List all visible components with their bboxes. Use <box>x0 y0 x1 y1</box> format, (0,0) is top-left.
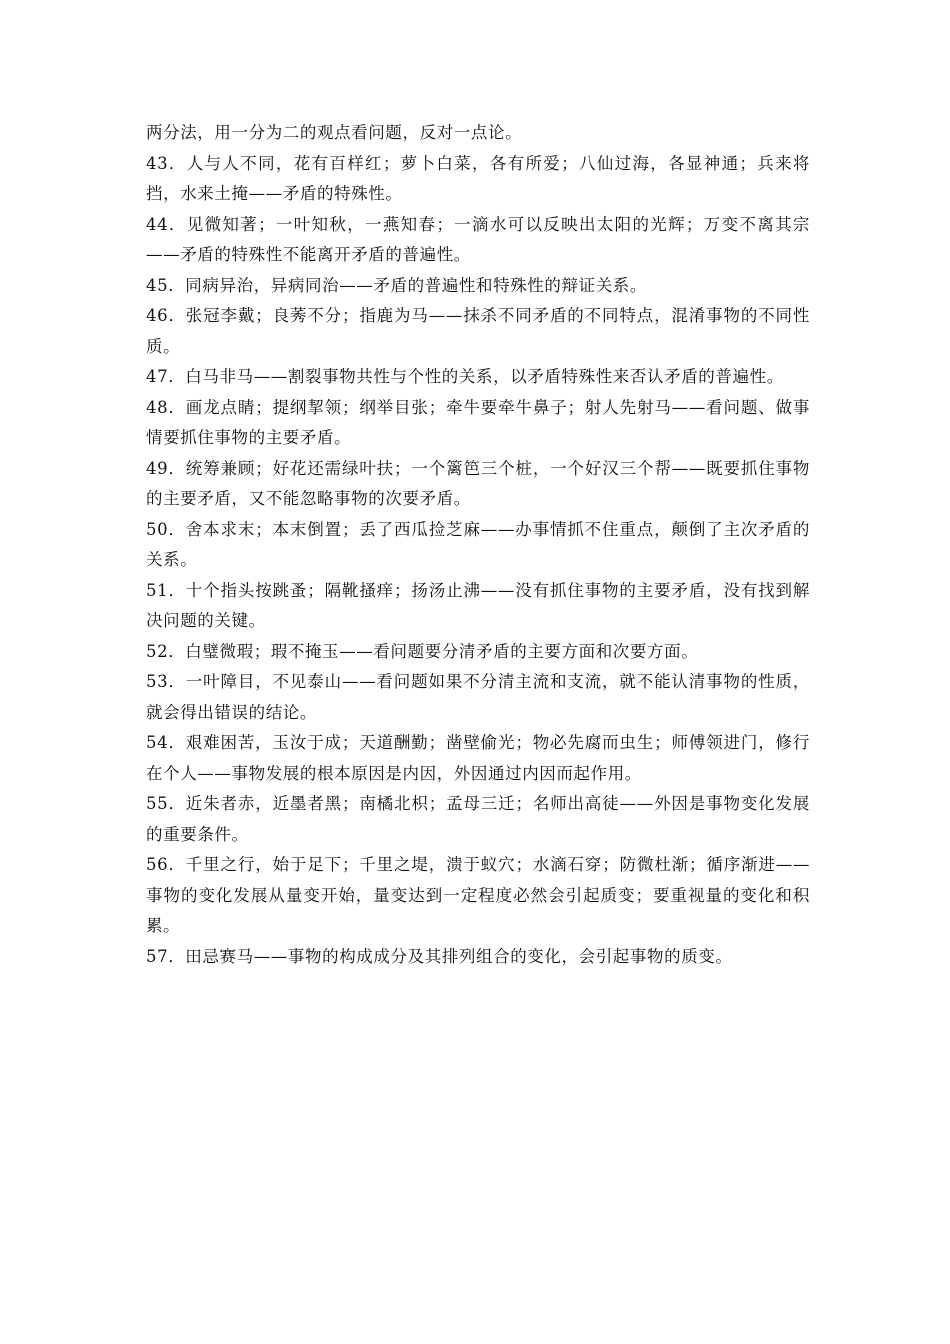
paragraph-item-45: 45．同病异治，异病同治——矛盾的普遍性和特殊性的辩证关系。 <box>146 275 647 295</box>
paragraph-item-57: 57．田忌赛马——事物的构成成分及其排列组合的变化，会引起事物的质变。 <box>146 946 733 966</box>
paragraph-item-50: 50．舍本求末；本末倒置；丢了西瓜捡芝麻——办事情抓不住重点，颠倒了主次矛盾的关系。 <box>146 519 810 569</box>
paragraph-item-56: 56．千里之行，始于足下；千里之堤，溃于蚁穴；水滴石穿；防微杜渐；循序渐进——事物的变化发展从量变开始，量变达到一定程度必然会引起质变；要重视量的变化和积累。 <box>146 855 810 935</box>
paragraph-item-52: 52．白璧微瑕；瑕不掩玉——看问题要分清矛盾的主要方面和次要方面。 <box>146 641 699 661</box>
paragraph-item-44: 44．见微知著；一叶知秋，一燕知春；一滴水可以反映出太阳的光辉；万变不离其宗——矛盾的特殊性不能离开矛盾的普遍性。 <box>146 214 810 264</box>
paragraph-item-54: 54．艰难困苦，玉汝于成；天道酬勤；凿壁偷光；物必先腐而虫生；师傅领进门，修行在个人——事物发展的根本原因是内因，外因通过内因而起作用。 <box>146 733 810 783</box>
paragraph-item-43: 43．人与人不同，花有百样红；萝卜白菜，各有所爱；八仙过海，各显神通；兵来将挡，水来土掩——矛盾的特殊性。 <box>146 153 810 203</box>
paragraph-item-53: 53．一叶障目，不见泰山——看问题如果不分清主流和支流，就不能认清事物的性质，就会得出错误的结论。 <box>146 672 810 722</box>
paragraph-item-47: 47．白马非马——割裂事物共性与个性的关系，以矛盾特殊性来否认矛盾的普遍性。 <box>146 367 784 386</box>
paragraph-item-48: 48．画龙点睛；提纲挈领；纲举目张；牵牛要牵牛鼻子；射人先射马——看问题、做事情要抓住事物的主要矛盾。 <box>146 397 810 447</box>
paragraph-item-49: 49．统筹兼顾；好花还需绿叶扶；一个篱笆三个桩，一个好汉三个帮——既要抓住事物的主要矛盾，又不能忽略事物的次要矛盾。 <box>146 458 810 508</box>
paragraph-item-51: 51．十个指头按跳蚤；隔靴搔痒；扬汤止沸——没有抓住事物的主要矛盾，没有找到解决问题的关键。 <box>146 580 810 630</box>
paragraph-item-46: 46．张冠李戴；良莠不分；指鹿为马——抹杀不同矛盾的不同特点，混淆事物的不同性质。 <box>146 306 810 356</box>
document-body <box>146 118 810 972</box>
paragraph-item-55: 55．近朱者赤，近墨者黑；南橘北枳；孟母三迁；名师出高徒——外因是事物变化发展的重要条件。 <box>146 794 810 844</box>
paragraph-continuation: 两分法，用一分为二的观点看问题，反对一点论。 <box>146 123 523 142</box>
